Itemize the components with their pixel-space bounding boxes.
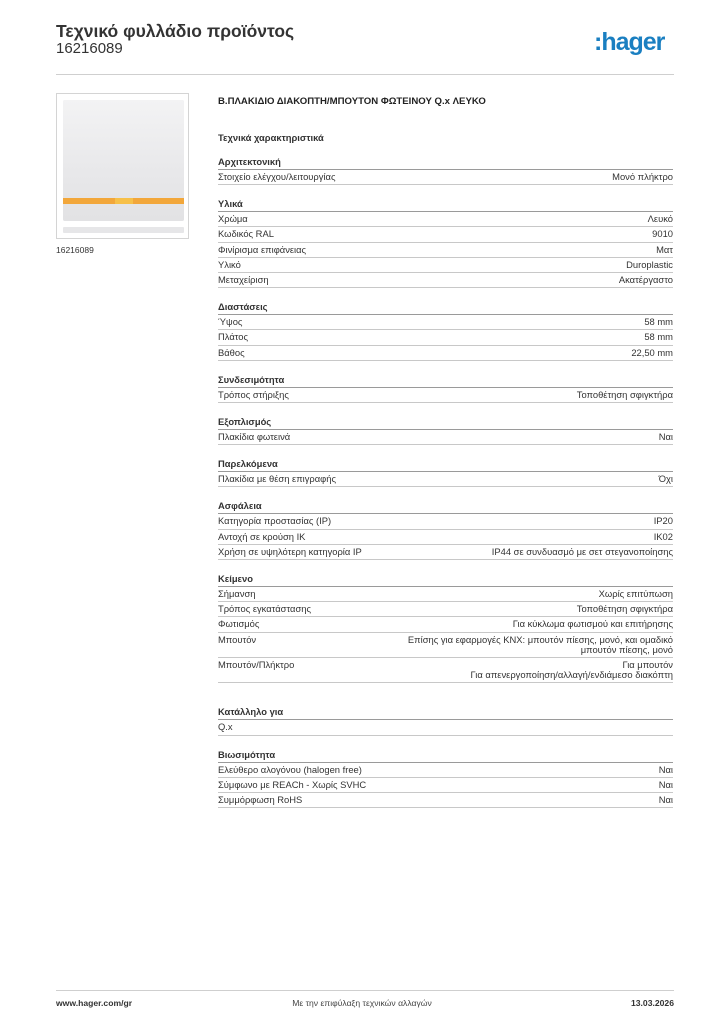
footer-date: 13.03.2026: [630, 998, 674, 1008]
footer-divider: [56, 990, 674, 991]
spec-label: Στοιχείο ελέγχου/λειτουργίας: [218, 171, 336, 182]
spec-label: Πλακίδια φωτεινά: [218, 431, 291, 443]
switch-plate: [63, 100, 184, 221]
spec-label: Q.x: [218, 721, 233, 733]
spec-row: [218, 258, 673, 273]
spec-value: 22,50 mm: [631, 346, 673, 358]
spec-value: Ματ: [656, 243, 673, 255]
section-title: Διαστάσεις: [218, 301, 673, 315]
spec-row: [218, 545, 673, 560]
spec-value: [245, 722, 673, 732]
section-title: Κατάλληλο για: [218, 706, 673, 720]
spec-row: [218, 793, 673, 808]
spec-label: Πλάτος: [218, 331, 249, 343]
spec-row: [218, 346, 673, 361]
product-image: [56, 93, 189, 239]
spec-row: [218, 388, 673, 403]
spec-value: 9010: [652, 228, 673, 240]
spec-section: [218, 156, 673, 185]
spec-sheet: [218, 96, 673, 821]
spec-label: Ύψος: [218, 316, 243, 328]
spec-row: [218, 514, 673, 529]
spec-value: Τοποθέτηση σφιγκτήρα: [576, 388, 673, 400]
spec-value: 58 mm: [644, 316, 673, 328]
spec-label: Φινίρισμα επιφάνειας: [218, 243, 307, 255]
spec-row: [218, 273, 673, 288]
spec-section: [218, 301, 673, 361]
spec-value: Ακατέργαστο: [618, 274, 673, 286]
spec-value: Για κύκλωμα φωτισμού και επιτήρησης: [512, 618, 673, 630]
spec-value: Τοποθέτηση σφιγκτήρα: [576, 603, 673, 615]
section-title: Παρελκόμενα: [218, 458, 673, 472]
spec-label: Μπουτόν: [218, 633, 257, 645]
spec-section: [218, 416, 673, 445]
svg-text::hager: :hager: [594, 28, 665, 56]
spec-label: Μεταχείριση: [218, 274, 269, 286]
spec-label: Τρόπος στήριξης: [218, 388, 289, 400]
tech-heading: Τεχνικά χαρακτηριστικά: [218, 132, 324, 143]
spec-row: [218, 170, 673, 185]
spec-value: 58 mm: [644, 331, 673, 343]
spec-section: [218, 374, 673, 403]
spec-row: [218, 243, 673, 258]
spec-label: Φωτισμός: [218, 618, 260, 630]
section-title: Κείμενο: [218, 573, 673, 587]
spec-section: [218, 749, 673, 809]
spec-row: [218, 472, 673, 487]
spec-label: Χρώμα: [218, 213, 248, 225]
spec-label: Κατηγορία προστασίας (IP): [218, 515, 332, 527]
spec-row: [218, 530, 673, 545]
footer-note: Με την επιφύλαξη τεχνικών αλλαγών: [292, 998, 432, 1008]
spec-label: Βάθος: [218, 346, 245, 358]
spec-label: Συμμόρφωση RoHS: [218, 794, 303, 806]
spec-sections: [218, 156, 673, 808]
spec-row: [218, 330, 673, 345]
spec-section: [218, 458, 673, 487]
spec-value: Λευκό: [647, 213, 673, 225]
spec-row: [218, 617, 673, 632]
spec-value: Ναι: [658, 778, 673, 790]
spec-row: [218, 602, 673, 617]
spec-label: Τρόπος εγκατάστασης: [218, 603, 311, 615]
spec-value: Επίσης για εφαρμογές KNX: μπουτόν πίεσης, μονό, και ομαδικό μπουτόν πίεσης, μονό: [407, 633, 673, 655]
spec-label: Ελεύθερο αλογόνου (halogen free): [218, 763, 362, 775]
spec-label: Πλακίδια με θέση επιγραφής: [218, 473, 336, 485]
spec-section: [218, 198, 673, 288]
spec-label: Σήμανση: [218, 588, 256, 600]
spec-row: [218, 315, 673, 330]
spec-value: Χωρίς επιτύπωση: [598, 588, 673, 600]
spec-row: [218, 633, 673, 658]
product-name: Β.ΠΛΑΚΙΔΙΟ ΔΙΑΚΟΠΤΗ/ΜΠΟΥΤΟΝ ΦΩΤΕΙΝΟΥ Q.x ΛΕΥΚΟ: [218, 96, 486, 107]
spec-value: Duroplastic: [626, 258, 673, 270]
spec-value: Ναι: [658, 431, 673, 443]
hager-logo: [594, 27, 674, 57]
spec-value: IK02: [653, 530, 673, 542]
spec-section: [218, 500, 673, 560]
spec-label: Αντοχή σε κρούση IK: [218, 530, 306, 542]
spec-value: IP44 σε συνδυασμό με σετ στεγανοποίησης: [491, 545, 673, 557]
spec-row: [218, 212, 673, 227]
product-image-caption: 16216089: [56, 245, 94, 255]
spec-label: Χρήση σε υψηλότερη κατηγορία IP: [218, 545, 362, 557]
spec-section: [218, 706, 673, 735]
spec-row: [218, 778, 673, 793]
section-title: Εξοπλισμός: [218, 416, 673, 430]
spec-label: Υλικό: [218, 258, 241, 270]
spec-value: Όχι: [658, 473, 673, 485]
section-title: Ασφάλεια: [218, 500, 673, 514]
section-title: Συνδεσιμότητα: [218, 374, 673, 388]
spec-value: IP20: [653, 515, 673, 527]
led-strip: [63, 198, 184, 204]
spec-label: Σύμφωνο με REACh - Χωρίς SVHC: [218, 778, 367, 790]
header-divider: [56, 74, 674, 75]
spec-value: Για μπουτόν Για απενεργοποίηση/αλλαγή/ενδιάμεσο διακόπτη: [470, 659, 673, 681]
spec-section: [218, 573, 673, 683]
section-title: Υλικά: [218, 198, 673, 212]
spec-label: Κωδικός RAL: [218, 228, 274, 240]
spec-row: [218, 430, 673, 445]
section-title: Αρχιτεκτονική: [218, 156, 673, 170]
spec-row: [218, 227, 673, 242]
spec-row: [218, 763, 673, 778]
spec-row: [218, 720, 673, 735]
spec-label: Μπουτόν/Πλήκτρο: [218, 659, 295, 671]
spec-value: Μονό πλήκτρο: [612, 171, 673, 182]
spec-row: [218, 587, 673, 602]
document-title: Τεχνικό φυλλάδιο προϊόντος: [56, 21, 295, 41]
spec-row: [218, 658, 673, 683]
product-code: 16216089: [56, 40, 123, 57]
spec-value: Ναι: [658, 763, 673, 775]
section-title: Βιωσιμότητα: [218, 749, 673, 763]
footer-website: www.hager.com/gr: [56, 998, 133, 1008]
spec-value: Ναι: [658, 794, 673, 806]
